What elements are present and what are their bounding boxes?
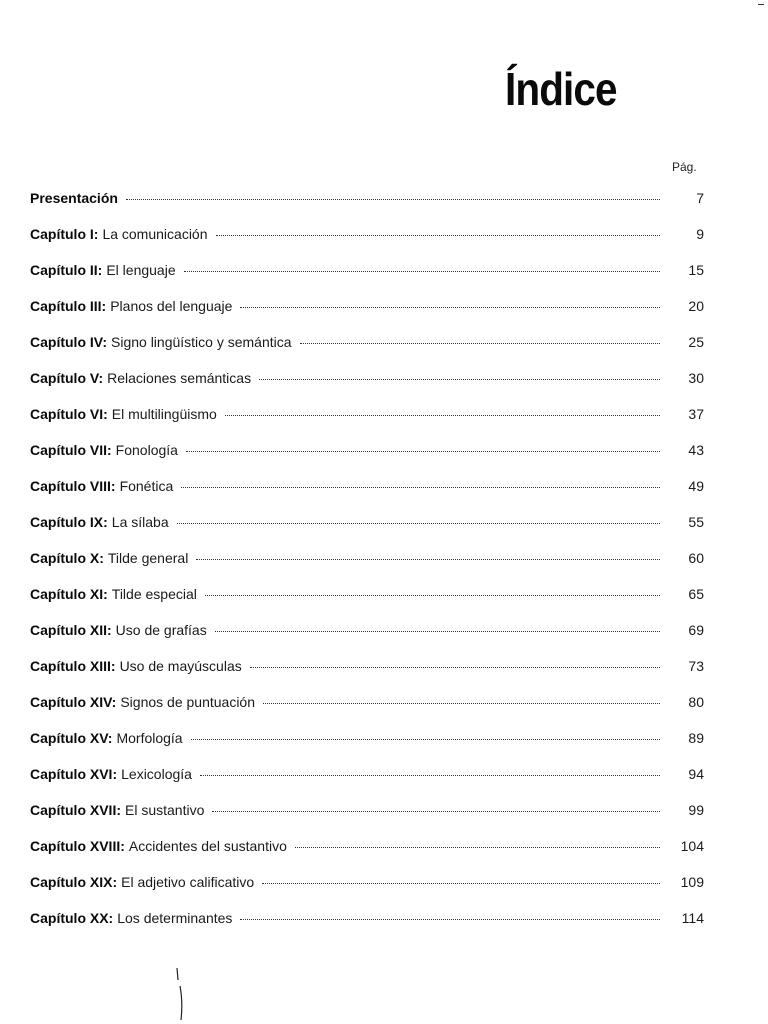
toc-entry-title: El adjetivo calificativo (121, 874, 255, 890)
toc-entry-page-number: 25 (688, 334, 704, 350)
toc-entry (30, 550, 704, 586)
toc-entry-title: Lexicología (121, 766, 192, 782)
toc-entry (30, 658, 704, 694)
pen-mark (174, 966, 188, 1022)
dot-leader (196, 558, 660, 560)
toc-entry-title: Fonética (119, 478, 174, 494)
toc-entry-label: Capítulo XII: (30, 622, 112, 638)
toc-entry (30, 478, 704, 514)
toc-entry-page-number: 109 (680, 874, 704, 890)
toc-entry-page-number: 15 (688, 262, 704, 278)
toc-entry-title: Tilde especial (111, 586, 197, 602)
toc-entry-label: Capítulo XI: (30, 586, 108, 602)
toc-entry-title: El lenguaje (106, 262, 176, 278)
toc-entry-label: Capítulo XVII: (30, 802, 121, 818)
toc-entry-title: El multilingüismo (111, 406, 217, 422)
toc-entry (30, 838, 704, 874)
dot-leader (205, 594, 660, 596)
toc-entry (30, 190, 704, 226)
toc-entry-label: Capítulo V: (30, 370, 104, 386)
table-of-contents (30, 190, 704, 946)
toc-entry (30, 334, 704, 370)
toc-entry-label: Capítulo III: (30, 298, 107, 314)
toc-entry-page-number: 89 (688, 730, 704, 746)
dot-leader (295, 846, 660, 848)
toc-entry-title: Accidentes del sustantivo (128, 838, 287, 854)
toc-entry (30, 694, 704, 730)
toc-entry (30, 226, 704, 262)
toc-entry (30, 730, 704, 766)
toc-entry (30, 262, 704, 298)
toc-entry-title: Los determinantes (117, 910, 233, 926)
toc-entry-label: Capítulo IX: (30, 514, 108, 530)
toc-entry-label: Capítulo XVI: (30, 766, 118, 782)
dot-leader (263, 702, 660, 704)
dot-leader (225, 414, 660, 416)
toc-entry (30, 874, 704, 910)
toc-entry-label: Capítulo II: (30, 262, 103, 278)
toc-entry-page-number: 9 (696, 226, 704, 242)
toc-entry-label: Capítulo XVIII: (30, 838, 125, 854)
toc-entry-page-number: 104 (680, 838, 704, 854)
dot-leader (259, 378, 660, 380)
toc-entry-page-number: 43 (688, 442, 704, 458)
toc-entry-label: Capítulo XIII: (30, 658, 116, 674)
toc-entry (30, 802, 704, 838)
toc-entry-label: Capítulo XIX: (30, 874, 118, 890)
toc-entry-title: Signo lingüístico y semántica (111, 334, 292, 350)
dot-leader (184, 270, 660, 272)
dot-leader (216, 234, 661, 236)
page-column-header: Pág. (672, 160, 697, 174)
toc-entry-label: Capítulo VII: (30, 442, 112, 458)
toc-entry-title: Planos del lenguaje (110, 298, 233, 314)
dot-leader (212, 810, 660, 812)
toc-entry (30, 586, 704, 622)
toc-entry (30, 442, 704, 478)
toc-entry-label: Capítulo VI: (30, 406, 108, 422)
toc-entry-title: El sustantivo (125, 802, 205, 818)
toc-entry-label: Presentación (30, 190, 118, 206)
toc-entry-label: Capítulo VIII: (30, 478, 116, 494)
toc-entry (30, 910, 704, 946)
toc-entry-title: La comunicación (102, 226, 208, 242)
toc-entry-page-number: 20 (688, 298, 704, 314)
dot-leader (250, 666, 660, 668)
toc-entry-page-number: 80 (688, 694, 704, 710)
toc-entry-page-number: 30 (688, 370, 704, 386)
toc-entry-title: Signos de puntuación (120, 694, 256, 710)
toc-entry-page-number: 94 (688, 766, 704, 782)
toc-entry-title: La sílaba (111, 514, 169, 530)
toc-entry (30, 514, 704, 550)
dot-leader (215, 630, 660, 632)
toc-entry-title: Uso de grafías (115, 622, 207, 638)
toc-entry-page-number: 65 (688, 586, 704, 602)
toc-entry-title: Fonología (115, 442, 178, 458)
dot-leader (200, 774, 660, 776)
toc-entry-page-number: 7 (696, 190, 704, 206)
toc-entry (30, 406, 704, 442)
toc-entry-label: Capítulo XX: (30, 910, 114, 926)
toc-entry (30, 766, 704, 802)
toc-entry (30, 298, 704, 334)
toc-entry-label: Capítulo XV: (30, 730, 113, 746)
toc-entry (30, 370, 704, 406)
dot-leader (240, 918, 660, 920)
dot-leader (262, 882, 660, 884)
toc-entry-label: Capítulo XIV: (30, 694, 117, 710)
toc-entry-title: Relaciones semánticas (107, 370, 252, 386)
toc-entry-page-number: 99 (688, 802, 704, 818)
toc-entry-title: Tilde general (107, 550, 189, 566)
toc-entry-label: Capítulo X: (30, 550, 104, 566)
toc-entry-page-number: 73 (688, 658, 704, 674)
toc-entry-label: Capítulo IV: (30, 334, 107, 350)
corner-mark (758, 4, 764, 5)
page-title: Índice (505, 63, 617, 115)
toc-entry-page-number: 60 (688, 550, 704, 566)
toc-entry-page-number: 114 (681, 910, 704, 926)
toc-entry (30, 622, 704, 658)
toc-entry-page-number: 37 (688, 406, 704, 422)
toc-entry-page-number: 69 (688, 622, 704, 638)
dot-leader (126, 198, 660, 200)
dot-leader (300, 342, 660, 344)
toc-entry-title: Uso de mayúsculas (119, 658, 242, 674)
toc-entry-title: Morfología (116, 730, 183, 746)
toc-entry-label: Capítulo I: (30, 226, 99, 242)
toc-entry-page-number: 55 (688, 514, 704, 530)
dot-leader (186, 450, 660, 452)
toc-entry-page-number: 49 (688, 478, 704, 494)
dot-leader (191, 738, 660, 740)
dot-leader (177, 522, 660, 524)
dot-leader (240, 306, 660, 308)
dot-leader (181, 486, 660, 488)
